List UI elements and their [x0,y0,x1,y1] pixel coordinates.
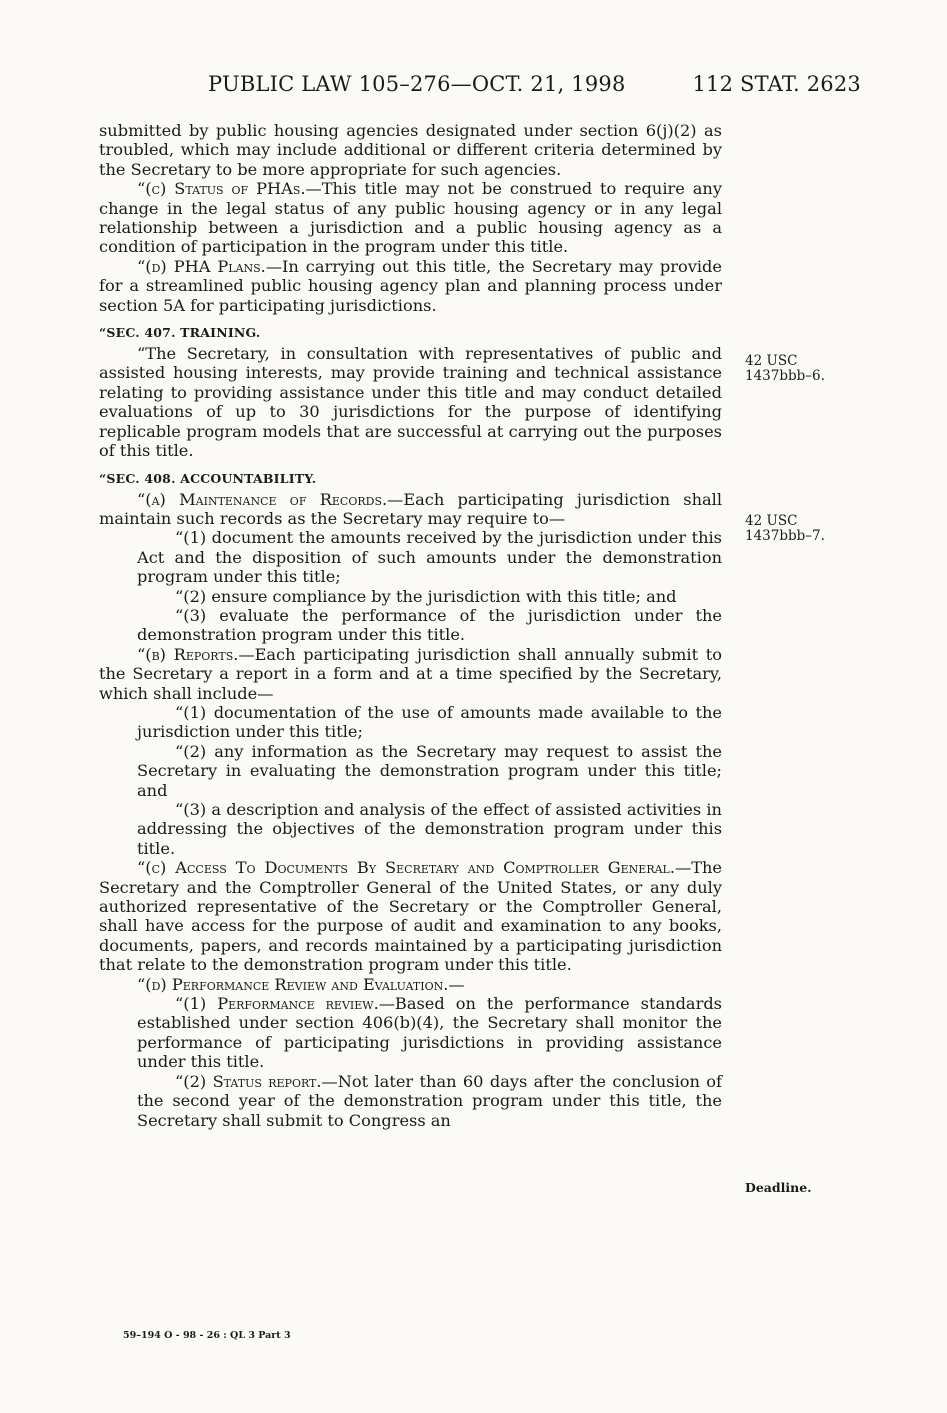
subsection-heading: “(b) Reports. [137,644,239,664]
paragraph-item-a2: “(2) ensure compliance by the jurisdiction with this title; and [175,586,677,606]
paragraph-performance-review-heading: “(d) Performance Review and Evaluation.— [137,974,465,994]
print-footer: 59–194 O - 98 - 26 : QL 3 Part 3 [123,1330,291,1341]
section-heading-407: “SEC. 407. TRAINING. [99,325,261,341]
paragraph-item-b1: “(1) documentation of the use of amounts made available to the jurisdiction under this title; [137,702,722,742]
paragraph-training: “The Secretary, in consultation with representatives of public and assisted housing interests, may provide training and technical assistance relating to providing assistance under this title and may conduct detailed evaluations of up to 30 jurisdictions for the purpose of identifying replicable program models that are successful at carrying out the purposes of this title. [99,344,722,461]
paragraph-status-of-phas [99,179,722,257]
subsection-heading: “(a) Maintenance of Records. [137,489,388,509]
subsection-heading: “(1) Performance review. [175,994,379,1014]
page-body [99,121,722,1130]
subsection-text: —In carrying out this title, the Secretary may provide for a streamlined public housing agency plan and planning process under section 5A for participating jurisdictions. [99,256,722,315]
paragraph-item-a3: “(3) evaluate the performance of the jurisdiction under the demonstration program under this title. [137,605,722,645]
subsection-text: —Each participating jurisdiction shall annually submit to the Secretary a report in a form and at a time specified by the Secretary, which shall include— [99,644,722,703]
paragraph-item-d1 [99,994,722,1072]
paragraph-reports [99,645,722,703]
running-head-title: PUBLIC LAW 105–276—OCT. 21, 1998 [208,72,626,96]
section-heading-408: “SEC. 408. ACCOUNTABILITY. [99,470,317,486]
margin-note-deadline: Deadline. [745,1180,812,1195]
page-stat-number: 112 STAT. 2623 [692,72,861,96]
paragraph-item-b2: “(2) any information as the Secretary may request to assist the Secretary in evaluating the demonstration program under this title; and [137,741,722,800]
paragraph-continued: submitted by public housing agencies designated under section 6(j)(2) as troubled, which may include additional or different criteria determined by the Secretary to be more appropriate for such agencies. [99,121,722,179]
paragraph-maintenance-of-records [99,490,722,529]
paragraph-item-a1: “(1) document the amounts received by the jurisdiction under this Act and the disposition of such amounts under the demonstration program under this title; [137,528,722,587]
subsection-text: —Each participating jurisdiction shall maintain such records as the Secretary may require to— [99,489,723,528]
paragraph-pha-plans [99,257,722,315]
margin-note-usc-1: 42 USC 1437bbb–6. [745,353,825,384]
subsection-heading: “(2) Status report. [175,1071,322,1091]
subsection-heading: “(c) Access To Documents By Secretary and Comptroller General. [137,858,675,878]
margin-note-usc-2: 42 USC 1437bbb–7. [745,513,825,544]
subsection-text: —Based on the performance standards established under section 406(b)(4), the Secretary shall monitor the performance of participating jurisdictions in providing assistance under this title. [137,994,722,1072]
paragraph-item-b3: “(3) a description and analysis of the effect of assisted activities in addressing the objectives of the demonstration program under this title. [137,800,722,858]
subsection-heading: “(c) Status of PHAs. [137,179,306,199]
subsection-text: —The Secretary and the Comptroller General of the United States, or any duly authorized representative of the Secretary or the Comptroller General, shall have access for the purpose of audit and examination to any books, documents, papers, and records maintained by a participating jurisdiction that relate to the demonstration program under this title. [99,858,722,975]
paragraph-access-to-documents [99,858,722,974]
paragraph-item-d2 [99,1072,722,1130]
subsection-text: —This title may not be construed to require any change in the legal status of any public housing agency or in any legal relationship between a jurisdiction and a public housing agency as a condition of participation in the program under this title. [99,179,722,257]
subsection-text: —Not later than 60 days after the conclusion of the second year of the demonstration program under this title, the Secretary shall submit to Congress an [137,1071,723,1130]
subsection-heading: “(d) PHA Plans. [137,256,266,276]
